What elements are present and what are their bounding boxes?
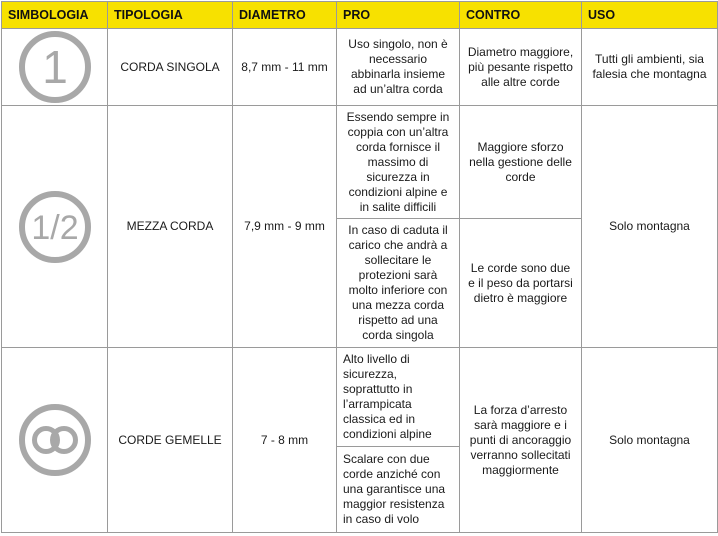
tipologia-cell: MEZZA CORDA [108, 106, 233, 348]
tipologia-cell: CORDE GEMELLE [108, 348, 233, 533]
pro-cell: Essendo sempre in coppia con un’altra corda fornisce il massimo di sicurezza in condizioni alpine e in salite difficili [337, 106, 460, 219]
uso-cell: Solo montagna [582, 348, 718, 533]
header-contro: CONTRO [460, 2, 582, 29]
table-row [2, 348, 718, 447]
half-rope-icon [17, 189, 93, 265]
header-tipologia: TIPOLOGIA [108, 2, 233, 29]
symbol-cell [2, 29, 108, 106]
contro-cell: Diametro maggiore, più pesante rispetto alle altre corde [460, 29, 582, 106]
header-diametro: DIAMETRO [233, 2, 337, 29]
pro-cell: In caso di caduta il carico che andrà a sollecitare le protezioni sarà molto inferiore con una mezza corda rispetto ad una corda singola [337, 219, 460, 348]
diametro-cell: 8,7 mm - 11 mm [233, 29, 337, 106]
tipologia-cell: CORDA SINGOLA [108, 29, 233, 106]
header-simbologia: SIMBOLOGIA [2, 2, 108, 29]
rope-types-table [1, 1, 718, 533]
contro-cell: Le corde sono due e il peso da portarsi dietro è maggiore [460, 219, 582, 348]
table-row [2, 106, 718, 219]
header-pro: PRO [337, 2, 460, 29]
contro-cell: La forza d’arresto sarà maggiore e i punti di ancoraggio verranno sollecitati maggiormente [460, 348, 582, 533]
header-uso: USO [582, 2, 718, 29]
twin-rope-icon [17, 402, 93, 478]
contro-cell: Maggiore sforzo nella gestione delle corde [460, 106, 582, 219]
symbol-cell [2, 348, 108, 533]
table-row [2, 29, 718, 106]
symbol-label: 1/2 [30, 208, 79, 247]
pro-cell: Uso singolo, non è necessario abbinarla insieme ad un’altra corda [337, 29, 460, 106]
pro-cell: Alto livello di sicurezza, soprattutto in l’arrampicata classica ed in condizioni alpine [337, 348, 460, 447]
pro-cell: Scalare con due corde anziché con una garantisce una maggior resistenza in caso di volo [337, 447, 460, 533]
diametro-cell: 7 - 8 mm [233, 348, 337, 533]
single-rope-icon [17, 29, 93, 105]
symbol-cell [2, 106, 108, 348]
diametro-cell: 7,9 mm - 9 mm [233, 106, 337, 348]
uso-cell: Solo montagna [582, 106, 718, 348]
header-row [2, 2, 718, 29]
symbol-label: 1 [41, 41, 68, 93]
uso-cell: Tutti gli ambienti, sia falesia che montagna [582, 29, 718, 106]
